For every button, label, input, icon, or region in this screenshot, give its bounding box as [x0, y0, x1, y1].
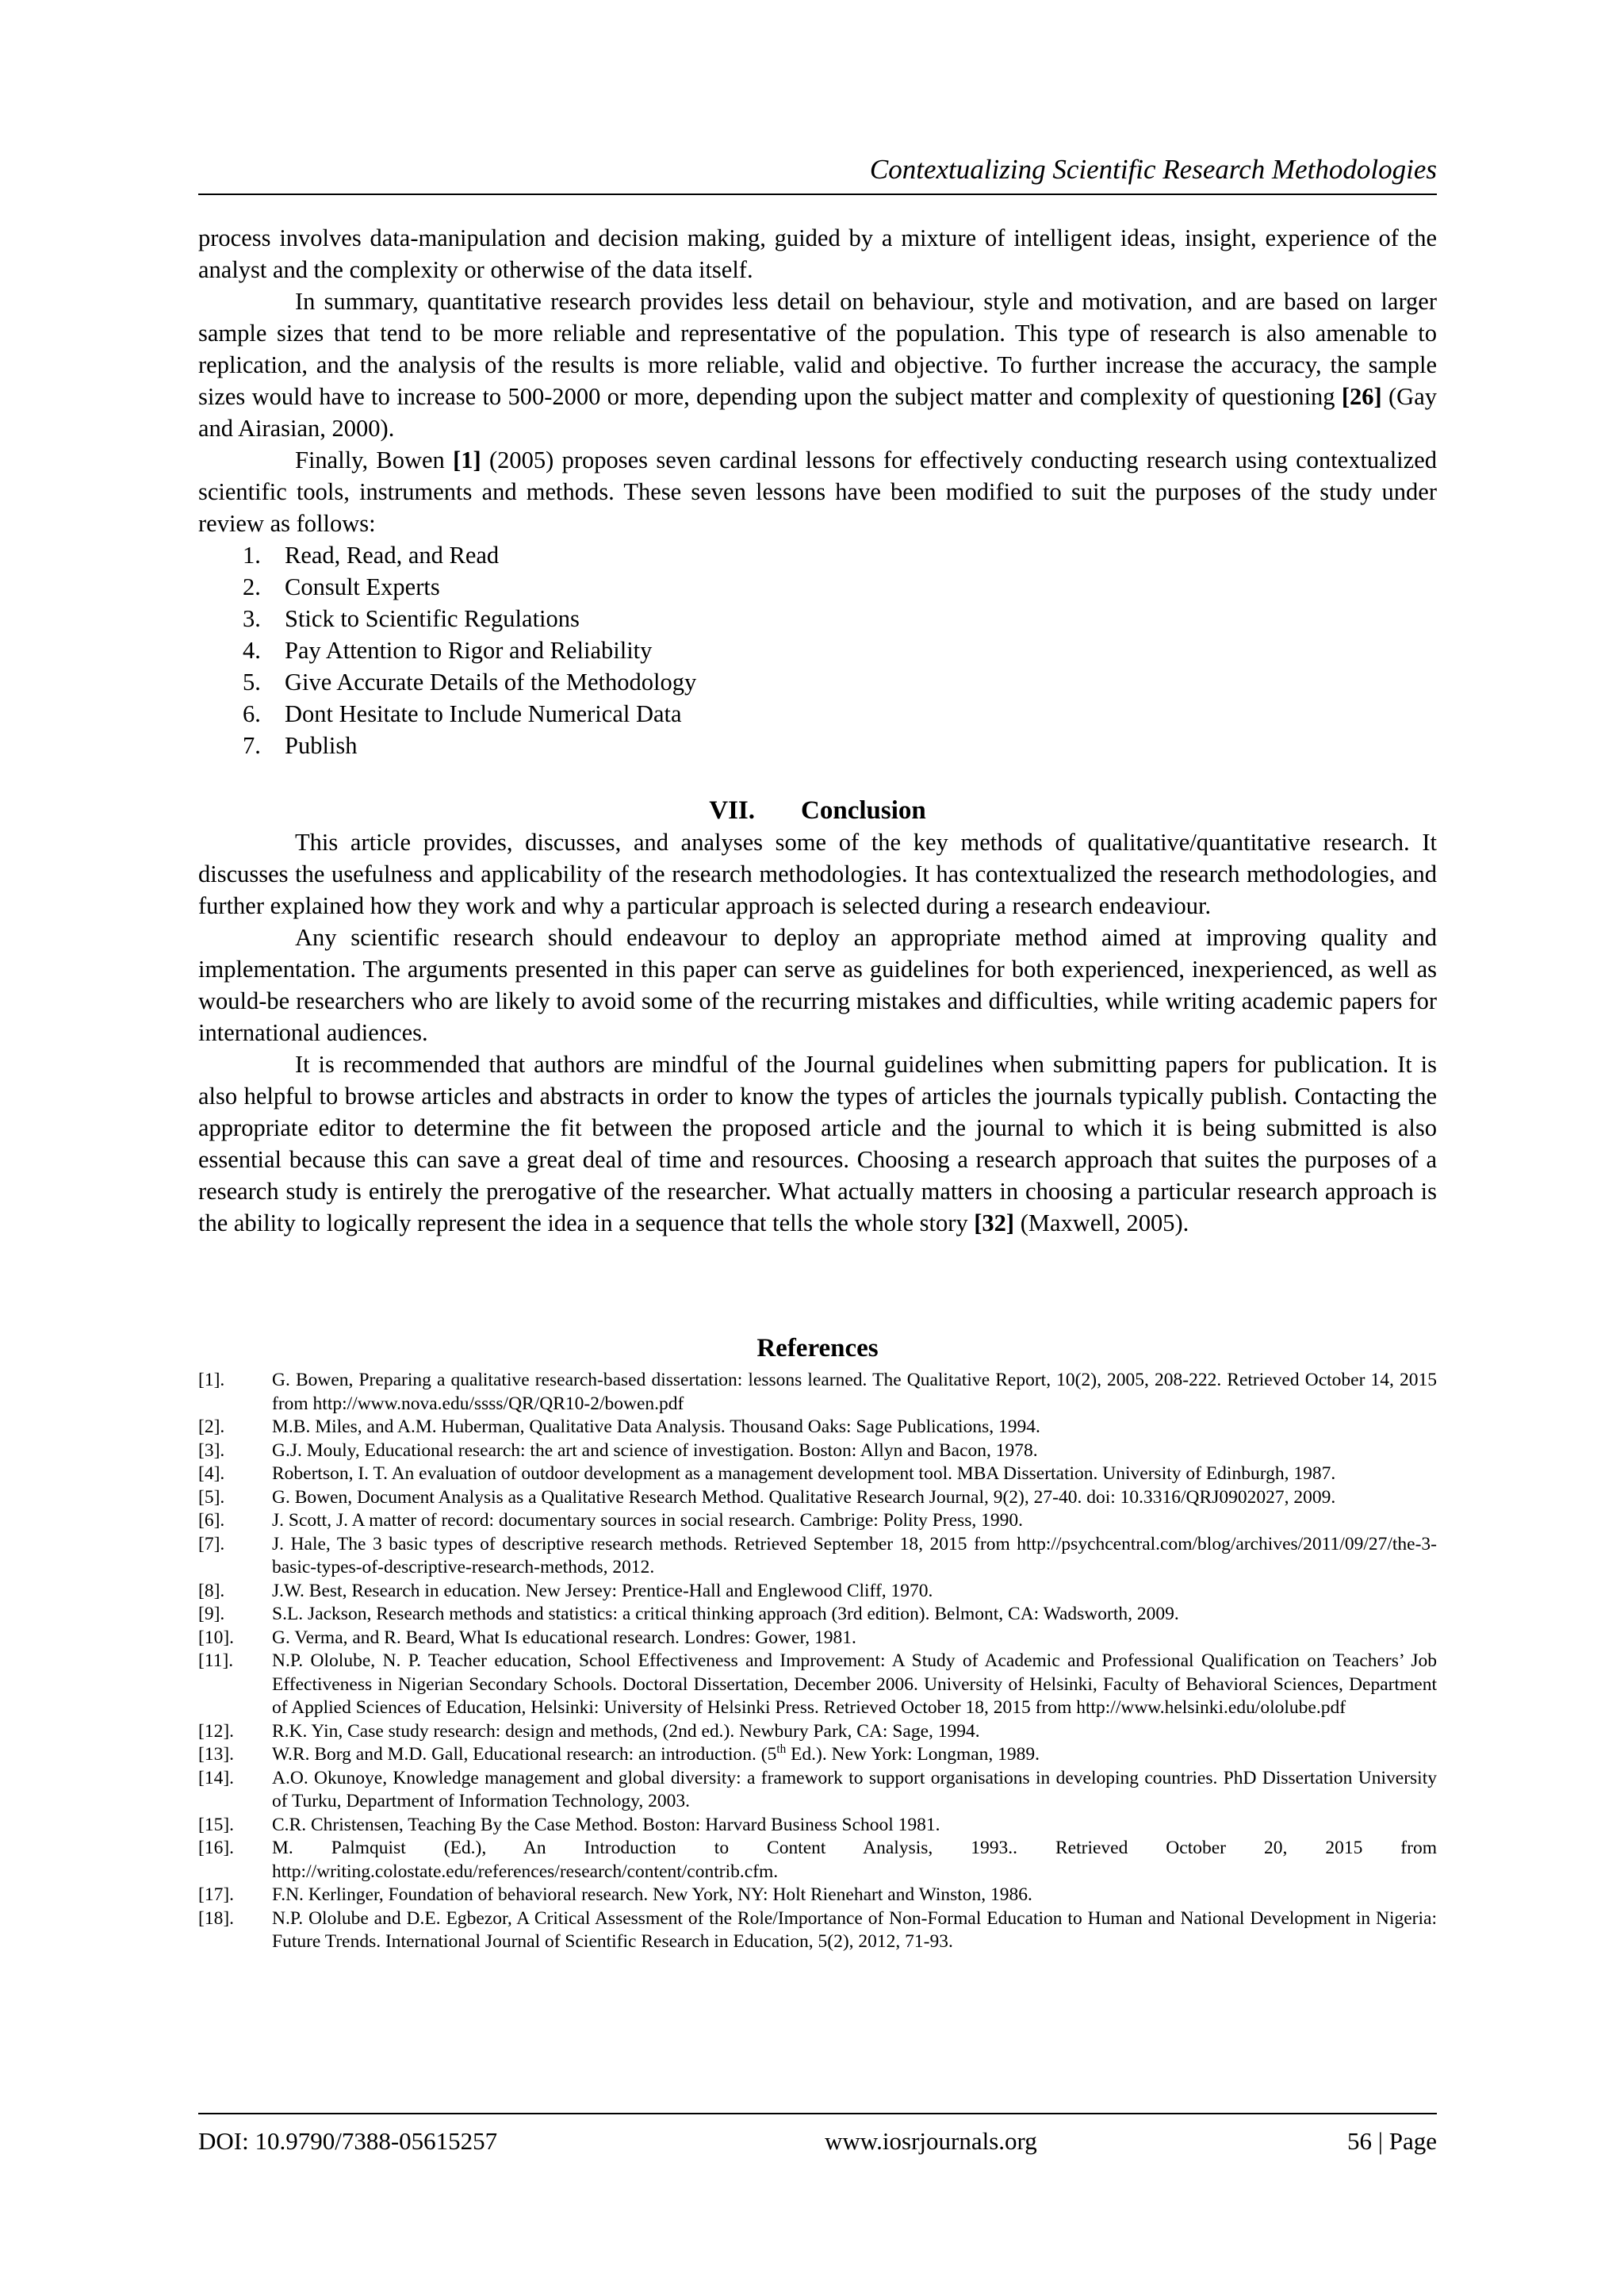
- reference-item: [198, 1416, 1437, 1439]
- superscript: th: [776, 1742, 787, 1757]
- reference-text: R.K. Yin, Case study research: design and methods, (2nd ed.). Newbury Park, CA: Sage, 1994.: [272, 1720, 980, 1742]
- list-item-number: 5.: [243, 669, 261, 696]
- reference-number: [3].: [198, 1439, 225, 1461]
- lessons-list: [198, 539, 1437, 761]
- reference-number: [8].: [198, 1580, 225, 1601]
- reference-text: C.R. Christensen, Teaching By the Case Method. Boston: Harvard Business School 1981.: [272, 1814, 940, 1835]
- citation-26: [26]: [1341, 383, 1382, 410]
- reference-number: [6].: [198, 1510, 225, 1531]
- reference-number: [1].: [198, 1370, 225, 1390]
- list-item-number: 2.: [243, 573, 261, 600]
- list-item-text: Pay Attention to Rigor and Reliability: [285, 637, 653, 664]
- header-rule: [198, 194, 1437, 195]
- reference-number: [10].: [198, 1627, 235, 1648]
- references-heading: References: [756, 1334, 879, 1363]
- body-paragraph-2-text: In summary, quantitative research provides less detail on behaviour, style and motivation, and are based on larger sample sizes that tend to be more reliable and representative of the population. This type of research is also amenable to replication, and the analysis of the results is more reliable, valid and objective. To further increase the accuracy, the sample sizes would have to increase to 500-2000 or more, depending upon the subject matter and complexity of questioning: [198, 288, 1437, 410]
- body-paragraph-3-end: (2005) proposes seven cardinal lessons for effectively conducting research using contextualized scientific tools, instruments and methods. These seven lessons have been modified to suit the purposes of the study under review as follows:: [198, 447, 1437, 537]
- reference-item: [198, 1462, 1437, 1486]
- list-item: [198, 571, 1437, 603]
- reference-text-end: Ed.). New York: Longman, 1989.: [786, 1744, 1040, 1765]
- list-item: [198, 539, 1437, 571]
- list-item-number: 4.: [243, 637, 261, 664]
- citation-1: [1]: [453, 447, 481, 473]
- reference-number: [4].: [198, 1463, 225, 1484]
- section-heading-conclusion: [198, 795, 1437, 826]
- reference-number: [2].: [198, 1416, 225, 1437]
- reference-text: J. Scott, J. A matter of record: documentary sources in social research. Cambrige: Polity Press, 1990.: [272, 1510, 1023, 1531]
- body-paragraph-3-text: Finally, Bowen: [295, 447, 454, 473]
- reference-item: [198, 1509, 1437, 1533]
- reference-item: [198, 1767, 1437, 1814]
- reference-text: [272, 1743, 1437, 1767]
- reference-text: G.J. Mouly, Educational research: the art and science of investigation. Boston: Allyn and Bacon, 1978.: [272, 1439, 1038, 1461]
- footer-doi: DOI: 10.9790/7388-05615257: [198, 2127, 498, 2155]
- reference-number: [16].: [198, 1838, 235, 1858]
- reference-text: A.O. Okunoye, Knowledge management and global diversity: a framework to support organisations in developing countries. PhD Dissertation University of Turku, Department of Information Technology, 2003.: [272, 1767, 1437, 1811]
- reference-text: G. Bowen, Preparing a qualitative research-based dissertation: lessons learned. The Qualitative Report, 10(2), 2005, 208-222. Retrieved October 14, 2015 from http://www.nova.edu/ssss/QR/QR10-2/bowen.pdf: [272, 1370, 1437, 1414]
- list-item-text: Stick to Scientific Regulations: [285, 605, 580, 632]
- reference-number: [15].: [198, 1814, 235, 1835]
- reference-item: [198, 1486, 1437, 1510]
- reference-item: [198, 1627, 1437, 1650]
- reference-number: [5].: [198, 1486, 225, 1508]
- reference-item: [198, 1603, 1437, 1627]
- reference-text: S.L. Jackson, Research methods and statistics: a critical thinking approach (3rd edition). Belmont, CA: Wadsworth, 2009.: [272, 1604, 1179, 1624]
- reference-number: [17].: [198, 1884, 235, 1905]
- reference-text: J.W. Best, Research in education. New Jersey: Prentice-Hall and Englewood Cliff, 1970.: [272, 1580, 933, 1601]
- reference-item: [198, 1720, 1437, 1744]
- reference-text: J. Hale, The 3 basic types of descriptive research methods. Retrieved September 18, 2015 from http://psychcentral.com/blog/archives/2011/09/27/the-3-basic-types-of-descriptive-research-methods, 2012.: [272, 1533, 1437, 1577]
- reference-item: [198, 1837, 1437, 1884]
- running-header-title: Contextualizing Scientific Research Methodologies: [869, 154, 1437, 185]
- conclusion-paragraph-2: Any scientific research should endeavour to deploy an appropriate method aimed at improving quality and implementation. The arguments presented in this paper can serve as guidelines for both experienced, inexperienced, as well as would-be researchers who are likely to avoid some of the recurring mistakes and difficulties, while writing academic papers for international audiences.: [198, 924, 1437, 1046]
- list-item: [198, 666, 1437, 698]
- reference-text-start: W.R. Borg and M.D. Gall, Educational research: an introduction. (5: [272, 1744, 777, 1765]
- list-item-text: Consult Experts: [285, 573, 440, 600]
- footer-rule: [198, 2113, 1437, 2114]
- list-item: [198, 730, 1437, 761]
- list-item: [198, 634, 1437, 666]
- list-item-text: Read, Read, and Read: [285, 542, 500, 569]
- body-paragraph-1: process involves data-manipulation and decision making, guided by a mixture of intelligent ideas, insight, experience of the analyst and the complexity or otherwise of the data itself.: [198, 224, 1437, 283]
- section-title: Conclusion: [801, 796, 926, 825]
- list-item-text: Publish: [285, 732, 358, 759]
- reference-number: [14].: [198, 1767, 235, 1788]
- list-item-number: 6.: [243, 700, 261, 727]
- reference-number: [11].: [198, 1650, 234, 1671]
- reference-item: [198, 1580, 1437, 1604]
- body-paragraph-3: [198, 444, 1437, 539]
- reference-text: G. Verma, and R. Beard, What Is educational research. Londres: Gower, 1981.: [272, 1627, 856, 1648]
- main-body: [198, 222, 1437, 1239]
- body-paragraph-2-end: (Gay and Airasian, 2000).: [198, 383, 1437, 442]
- reference-item: [198, 1743, 1437, 1767]
- list-item-number: 1.: [243, 542, 261, 569]
- body-paragraph-2: [198, 286, 1437, 444]
- footer-website: www.iosrjournals.org: [825, 2127, 1037, 2155]
- reference-item: [198, 1907, 1437, 1954]
- reference-number: [12].: [198, 1720, 235, 1742]
- footer-page-number: 56 | Page: [1347, 2127, 1437, 2155]
- conclusion-paragraph-3-end: (Maxwell, 2005).: [1014, 1209, 1189, 1236]
- reference-text: G. Bowen, Document Analysis as a Qualitative Research Method. Qualitative Research Journal, 9(2), 27-40. doi: 10.3316/QRJ0902027, 2009.: [272, 1486, 1336, 1508]
- list-item: [198, 698, 1437, 730]
- reference-text: N.P. Ololube and D.E. Egbezor, A Critical Assessment of the Role/Importance of Non-Formal Education to Human and National Development in Nigeria: Future Trends. International Journal of Scientific Research in Education, 5(2), 2012, 71-93.: [272, 1907, 1437, 1952]
- reference-number: [13].: [198, 1744, 235, 1765]
- list-item-number: 7.: [243, 732, 261, 759]
- reference-item: [198, 1650, 1437, 1720]
- reference-number: [7].: [198, 1533, 225, 1554]
- list-item-text: Dont Hesitate to Include Numerical Data: [285, 700, 682, 727]
- reference-item: [198, 1884, 1437, 1907]
- citation-32: [32]: [974, 1209, 1015, 1236]
- reference-text: M. Palmquist (Ed.), An Introduction to Content Analysis, 1993.. Retrieved October 20, 2015 from http://writing.colostate.edu/references/research/content/contrib.cfm.: [272, 1838, 1437, 1882]
- reference-text: Robertson, I. T. An evaluation of outdoor development as a management development tool. MBA Dissertation. University of Edinburgh, 1987.: [272, 1463, 1336, 1484]
- conclusion-paragraph-3-text: It is recommended that authors are mindful of the Journal guidelines when submitting papers for publication. It is also helpful to browse articles and abstracts in order to know the types of articles the journals typically publish. Contacting the appropriate editor to determine the fit between the proposed article and the journal to which it is being submitted is also essential because this can save a great deal of time and resources. Choosing a research approach that suites the purposes of a research study is entirely the prerogative of the researcher. What actually matters in choosing a particular research approach is the ability to logically represent the idea in a sequence that tells the whole story: [198, 1051, 1437, 1236]
- list-item-text: Give Accurate Details of the Methodology: [285, 669, 697, 696]
- reference-item: [198, 1814, 1437, 1838]
- reference-text: N.P. Ololube, N. P. Teacher education, School Effectiveness and Improvement: A Study of Academic and Professional Qualification on Teachers’ Job Effectiveness in Nigerian Secondary Schools. Doctoral Dissertation, December 2006. University of Helsinki, Faculty of Behavioral Sciences, Department of Applied Sciences of Education, Helsinki: University of Helsinki Press. Retrieved October 18, 2015 from http://www.helsinki.edu/ololube.pdf: [272, 1650, 1437, 1718]
- list-item: [198, 603, 1437, 634]
- conclusion-paragraph-3: [198, 1048, 1437, 1239]
- list-item-number: 3.: [243, 605, 261, 632]
- reference-text: M.B. Miles, and A.M. Huberman, Qualitative Data Analysis. Thousand Oaks: Sage Publications, 1994.: [272, 1416, 1040, 1437]
- reference-text: F.N. Kerlinger, Foundation of behavioral research. New York, NY: Holt Rienehart and Winston, 1986.: [272, 1884, 1032, 1905]
- reference-item: [198, 1533, 1437, 1580]
- section-number: VII.: [709, 796, 756, 825]
- reference-item: [198, 1439, 1437, 1463]
- conclusion-paragraph-1: This article provides, discusses, and analyses some of the key methods of qualitative/quantitative research. It discusses the usefulness and applicability of the research methodologies. It has contextualized the research methodologies, and further explained how they work and why a particular approach is selected during a research endeaviour.: [198, 829, 1437, 919]
- reference-number: [18].: [198, 1907, 235, 1929]
- reference-item: [198, 1369, 1437, 1416]
- reference-number: [9].: [198, 1604, 225, 1624]
- references-section: [198, 1332, 1437, 1954]
